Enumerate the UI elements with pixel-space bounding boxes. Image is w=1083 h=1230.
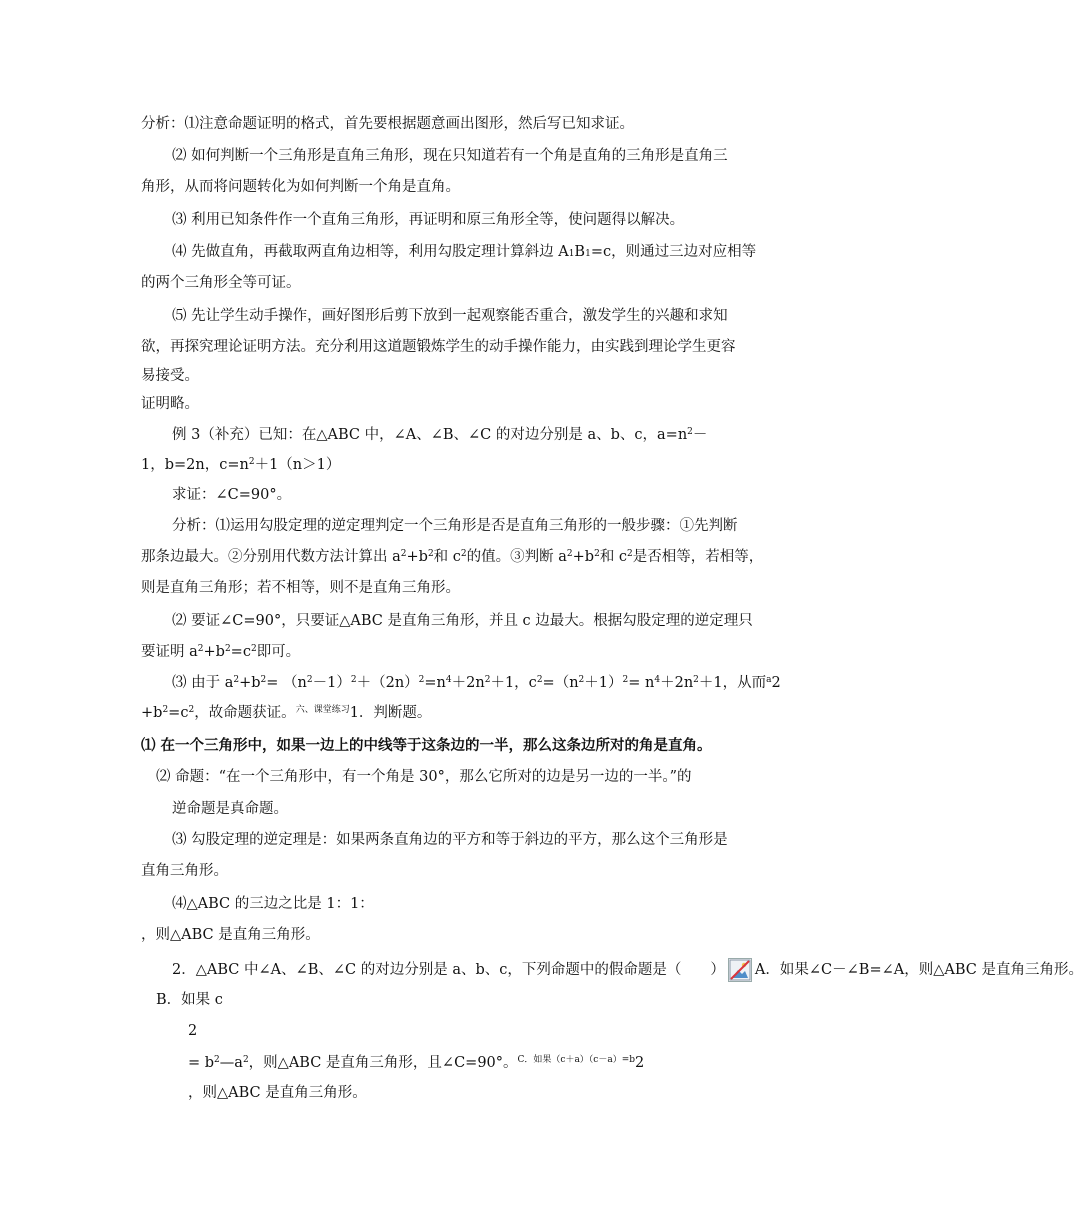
exercise-2-option-a: 2 (188, 1023, 198, 1039)
analysis-point-2-line2: 角形，从而将问题转化为如何判断一个角是直角。 (141, 179, 460, 195)
analysis-point-4-line1: ⑷ 先做直角，再截取两直角边相等，利用勾股定理计算斜边 $A_1B_1=c$，则通过三边对应相等 (172, 244, 757, 260)
example-analysis-1-line3: 则是直角三角形；若不相等，则不是直角三角形。 (141, 580, 460, 596)
analysis-point-5-line1: ⑸ 先让学生动手操作，画好图形后剪下放到一起观察能否重合，激发学生的兴趣和求知 (172, 308, 728, 324)
exercise-1-item-2-line2: 直角三角形。 (141, 863, 228, 879)
analysis-point-4-line2: 的两个三角形全等可证。 (141, 275, 301, 291)
exercise-2-question: B．如果 c (156, 992, 223, 1008)
prove-statement: 求证：∠C=90°。 (172, 487, 292, 503)
analysis-intro: 分析：⑴注意命题证明的格式，首先要根据题意画出图形，然后写已知求证。 (141, 116, 634, 132)
example-analysis-3-line1: ⑶ 由于 $a^2+b^2= (n^2-1)^2+(2n)^2=n^4+2n^2+1$，$c^2=(n^2+1)^2= n^4+2n^2+1$，从而$^a$2 (172, 675, 781, 691)
exercise-1-item-3-line2: ，则△ABC 是直角三角形。 (141, 927, 320, 943)
exercise-1-heading: ⑵ 命题：“在一个三角形中，有一个角是 30°，那么它所对的边是另一边的一半。”的 (156, 769, 692, 785)
example-analysis-2-line2: 要证明 $a^2+b^2=c^2$即可。 (141, 644, 301, 660)
exercise-2-option-b: = $b^2—a^2$，则△ABC 是直角三角形，且∠C=90°。$^{C.如果(c+a)(c-a)=b}$2 (188, 1055, 645, 1071)
exercise-1-item-4: 2．△ABC 中∠A、∠B、∠C 的对边分别是 a、b、c，下列命题中的假命题是（ ） A．如果∠C－∠B=∠A，则△ABC 是直角三角形。 (172, 958, 1083, 982)
exercise-1-item-1: 逆命题是真命题。 (172, 801, 288, 817)
example-analysis-1-line2: 那条边最大。②分别用代数方法计算出 $a^2+b^2$和 $c^2$的值。③判断 $a^2+b^2$和 $c^2$是否相等，若相等， (141, 549, 764, 565)
example-3-line2: 1，b=2n，$c=n^2+1(n>1)$ (141, 457, 341, 473)
example-analysis-2-line1: ⑵ 要证∠C=90°，只要证△ABC 是直角三角形，并且 c 边最大。根据勾股定理的逆定理只 (172, 613, 753, 629)
analysis-point-3: ⑶ 利用已知条件作一个直角三角形，再证明和原三角形全等，使问题得以解决。 (172, 212, 685, 228)
analysis-point-5-line2: 欲，再探究理论证明方法。充分利用这道题锻炼学生的动手操作能力，由实践到理论学生更容 (141, 339, 736, 355)
section-heading-classroom-exercises: ⑴ 在一个三角形中，如果一边上的中线等于这条边的一半，那么这条边所对的角是直角。 (141, 738, 712, 754)
exercise-1-item-2-line1: ⑶ 勾股定理的逆定理是：如果两条直角边的平方和等于斜边的平方，那么这个三角形是 (172, 832, 728, 848)
example-analysis-3-line2: $+b^2=c^2$，故命题获证。$^{六、课堂练习}$1．判断题。 (141, 705, 432, 721)
example-analysis-1-line1: 分析：⑴运用勾股定理的逆定理判定一个三角形是否是直角三角形的一般步骤：①先判断 (172, 518, 738, 534)
exercise-1-item-3-line1: ⑷△ABC 的三边之比是 1：1： (172, 896, 374, 912)
broken-image-icon (728, 958, 752, 982)
example-3-line1: 例 3（补充）已知：在△ABC 中，∠A、∠B、∠C 的对边分别是 a、b、c，$a=n^2-$ (172, 427, 708, 443)
analysis-point-2-line1: ⑵ 如何判断一个三角形是直角三角形，现在只知道若有一个角是直角的三角形是直角三 (172, 148, 728, 164)
proof-omitted: 证明略。 (141, 396, 199, 412)
analysis-point-5-line3: 易接受。 (141, 368, 199, 384)
exercise-2-option-c: ，则△ABC 是直角三角形。 (188, 1085, 367, 1101)
